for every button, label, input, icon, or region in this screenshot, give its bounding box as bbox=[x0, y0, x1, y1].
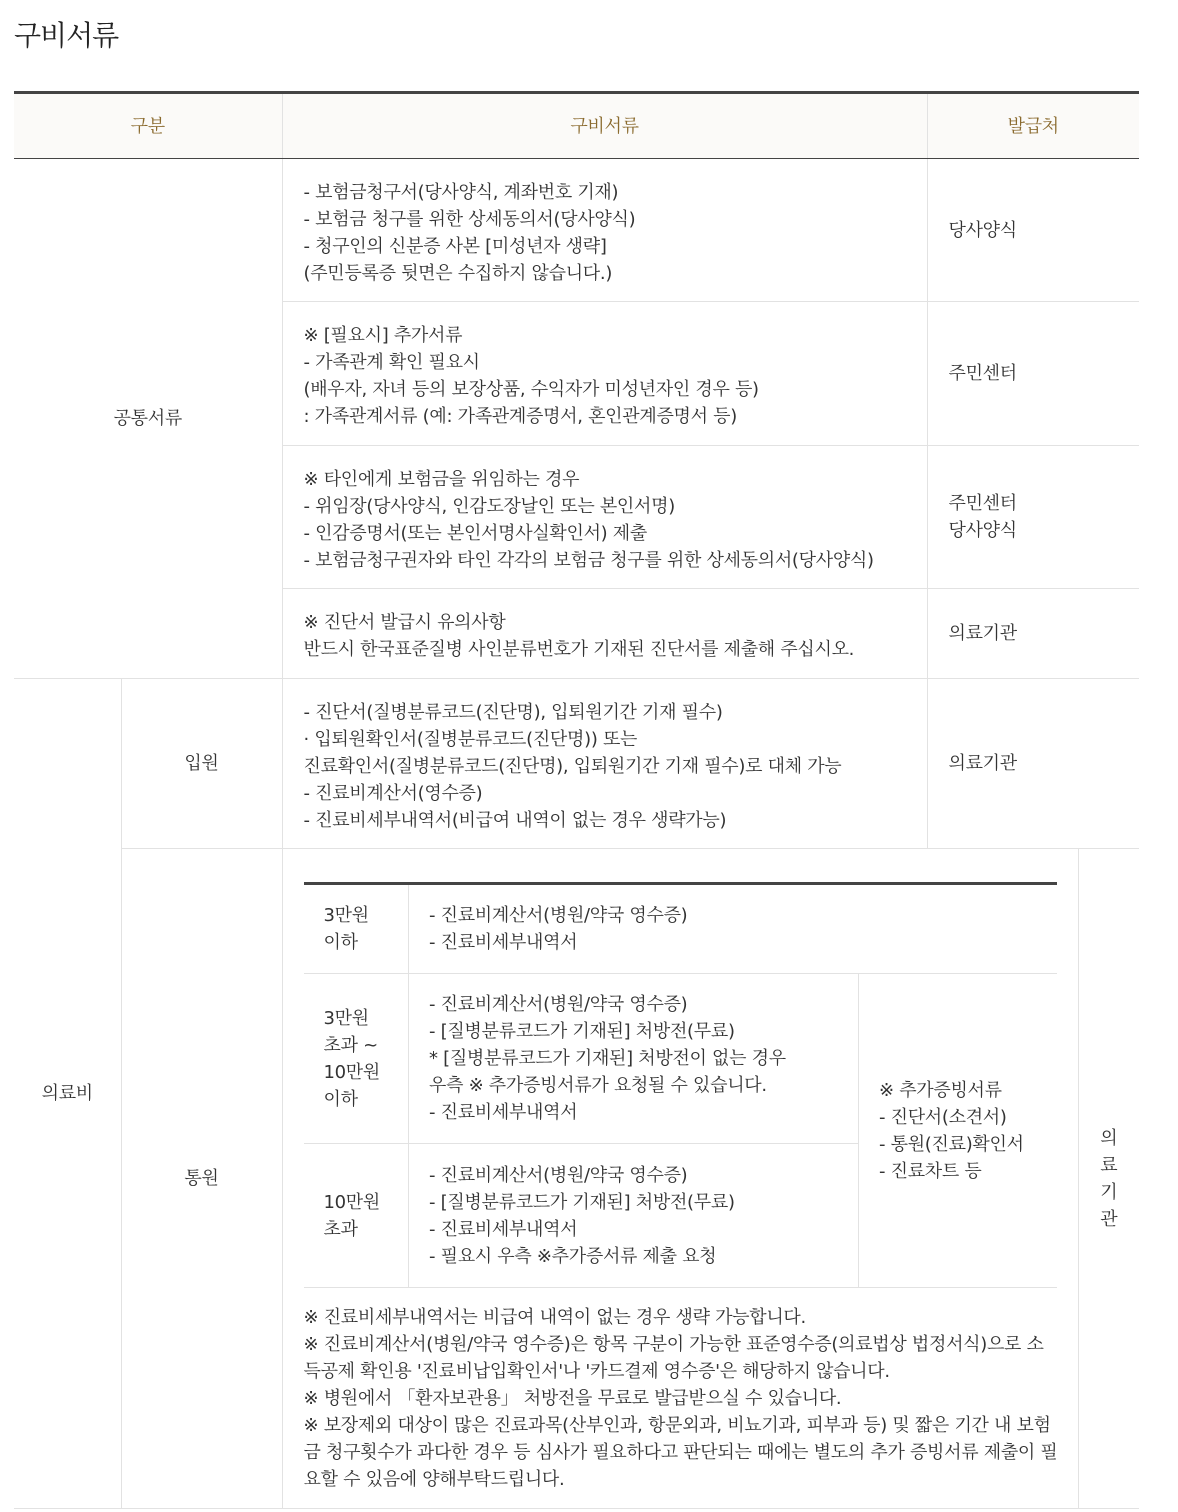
doc-line: ※ 진단서 발급시 유의사항 bbox=[303, 612, 506, 633]
issuer-text: 주민센터 bbox=[948, 493, 1017, 514]
tier-amount bbox=[304, 1144, 409, 1288]
doc-line: - 진단서(질병분류코드(진단명), 입퇴원기간 기재 필수) bbox=[303, 701, 723, 723]
subcategory-outpatient: 통원 bbox=[121, 849, 282, 1509]
issuer-cell bbox=[927, 159, 1139, 302]
doc-line: (배우자, 자녀 등의 보장상품, 수익자가 미성년자인 경우 등) bbox=[303, 379, 759, 400]
doc-line: - 보험금청구서(당사양식, 계좌번호 기재) bbox=[303, 181, 619, 203]
documents-cell bbox=[282, 589, 927, 679]
doc-line: - 진료비계산서(영수증) bbox=[303, 782, 483, 804]
doc-line: - 진료비세부내역서 bbox=[429, 1218, 578, 1240]
issuer-cell bbox=[927, 302, 1139, 446]
doc-line: - 보험금청구권자와 타인 각각의 보험금 청구를 위한 상세동의서(당사양식) bbox=[303, 549, 874, 571]
header-row bbox=[14, 93, 1139, 159]
doc-line: 우측 ※ 추가증빙서류가 요청될 수 있습니다. bbox=[429, 1075, 767, 1096]
tier-row bbox=[304, 974, 1057, 1144]
issuer-char: 의 bbox=[1100, 1127, 1118, 1149]
issuer-text: 주민센터 bbox=[948, 363, 1017, 384]
doc-line: - 필요시 우측 ※추가증서류 제출 요청 bbox=[429, 1245, 717, 1267]
tier-amount-line: 3만원 bbox=[323, 905, 369, 926]
issuer-char: 기 bbox=[1100, 1181, 1118, 1203]
extra-line: - 진단서(소견서) bbox=[879, 1106, 1007, 1128]
tier-row bbox=[304, 884, 1057, 974]
documents-cell bbox=[282, 302, 927, 446]
note-line: ※ 병원에서 「환자보관용」 처방전을 무료로 발급받으실 수 있습니다. bbox=[303, 1388, 842, 1409]
doc-line: - [질병분류코드가 기재된] 처방전(무료) bbox=[429, 1021, 735, 1042]
tier-amount-line: 이하 bbox=[323, 1088, 358, 1110]
outpatient-tier-table bbox=[304, 882, 1057, 1288]
documents-cell bbox=[282, 679, 927, 849]
extra-line: - 진료차트 등 bbox=[879, 1160, 982, 1182]
doc-line: - 진료비계산서(병원/약국 영수증) bbox=[429, 905, 688, 926]
documents-cell bbox=[282, 159, 927, 302]
tier-documents bbox=[409, 1144, 859, 1288]
doc-line: - 진료비세부내역서 bbox=[429, 1102, 578, 1123]
issuer-vertical bbox=[1078, 849, 1139, 1509]
issuer-cell bbox=[927, 589, 1139, 679]
tier-amount bbox=[304, 884, 409, 974]
tier-documents bbox=[409, 884, 1057, 974]
category-common: 공통서류 bbox=[14, 159, 282, 679]
tier-amount-line: 10만원 bbox=[323, 1191, 380, 1213]
issuer-cell bbox=[927, 446, 1139, 589]
extra-documents bbox=[859, 974, 1057, 1288]
extra-line: - 통원(진료)확인서 bbox=[879, 1133, 1024, 1155]
issuer-text: 당사양식 bbox=[948, 520, 1017, 541]
doc-line: - 가족관계 확인 필요시 bbox=[303, 352, 480, 373]
issuer-char: 관 bbox=[1100, 1208, 1118, 1230]
doc-line: 진료확인서(질병분류코드(진단명), 입퇴원기간 기재 필수)로 대체 가능 bbox=[303, 755, 842, 777]
note-line: ※ 진료비세부내역서는 비급여 내역이 없는 경우 생략 가능합니다. bbox=[303, 1307, 806, 1328]
documents-cell bbox=[282, 446, 927, 589]
doc-line: - 보험금 청구를 위한 상세동의서(당사양식) bbox=[303, 208, 636, 230]
table-row bbox=[14, 849, 1139, 1509]
tier-amount-line: 3만원 bbox=[323, 1007, 369, 1029]
extra-line: ※ 추가증빙서류 bbox=[879, 1079, 1002, 1101]
doc-line: - [질병분류코드가 기재된] 처방전(무료) bbox=[429, 1191, 735, 1213]
doc-line: * [질병분류코드가 기재된] 처방전이 없는 경우 bbox=[429, 1048, 786, 1069]
subcategory-inpatient: 입원 bbox=[121, 679, 282, 849]
page-title: 구비서류 bbox=[14, 19, 119, 52]
tier-documents bbox=[409, 974, 859, 1144]
doc-line: - 위임장(당사양식, 인감도장날인 또는 본인서명) bbox=[303, 495, 675, 517]
tier-amount-line: 이하 bbox=[323, 932, 358, 953]
category-medical: 의료비 bbox=[14, 679, 121, 1509]
header-documents: 구비서류 bbox=[282, 93, 927, 159]
doc-line: · 입퇴원확인서(질병분류코드(진단명)) 또는 bbox=[303, 728, 638, 750]
tier-amount-line: 10만원 bbox=[323, 1061, 380, 1083]
doc-line: : 가족관계서류 (예: 가족관계증명서, 혼인관계증명서 등) bbox=[303, 406, 737, 427]
header-issuer: 발급처 bbox=[927, 93, 1139, 159]
doc-line: - 진료비계산서(병원/약국 영수증) bbox=[429, 994, 688, 1015]
header-category: 구분 bbox=[14, 93, 282, 159]
issuer-text: 의료기관 bbox=[948, 623, 1017, 644]
outpatient-notes bbox=[304, 1288, 1058, 1493]
table-row bbox=[14, 679, 1139, 849]
doc-line: ※ 타인에게 보험금을 위임하는 경우 bbox=[303, 468, 580, 490]
doc-line: - 진료비세부내역서(비급여 내역이 없는 경우 생략가능) bbox=[303, 809, 727, 831]
issuer-char: 료 bbox=[1100, 1154, 1118, 1176]
doc-line: - 진료비세부내역서 bbox=[429, 932, 578, 953]
doc-line: - 인감증명서(또는 본인서명사실확인서) 제출 bbox=[303, 522, 647, 544]
doc-line: (주민등록증 뒷면은 수집하지 않습니다.) bbox=[303, 262, 613, 284]
tier-amount-line: 초과 ~ bbox=[323, 1034, 378, 1056]
doc-line: 반드시 한국표준질병 사인분류번호가 기재된 진단서를 제출해 주십시오. bbox=[303, 639, 855, 660]
table-row bbox=[14, 159, 1139, 302]
doc-line: - 청구인의 신분증 사본 [미성년자 생략] bbox=[303, 235, 607, 257]
note-line: ※ 보장제외 대상이 많은 진료과목(산부인과, 항문외과, 비뇨기과, 피부과 등) 및 짧은 기간 내 보험금 청구횟수가 과다한 경우 등 심사가 필요하다고 판단되는 때에는 별도의 추가 증빙서류 제출이 필요할 수 있음에 양해부탁드립니다. bbox=[303, 1415, 1058, 1490]
issuer-cell bbox=[927, 679, 1139, 849]
issuer-text: 의료기관 bbox=[948, 753, 1017, 774]
issuer-text: 당사양식 bbox=[948, 219, 1017, 241]
documents-table bbox=[14, 91, 1139, 1509]
tier-amount-line: 초과 bbox=[323, 1218, 358, 1240]
tier-amount bbox=[304, 974, 409, 1144]
doc-line: - 진료비계산서(병원/약국 영수증) bbox=[429, 1164, 688, 1186]
note-line: ※ 진료비계산서(병원/약국 영수증)은 항목 구분이 가능한 표준영수증(의료법상 법정서식)으로 소득공제 확인용 '진료비납입확인서'나 '카드결제 영수증'은 해당하지 않습니다. bbox=[303, 1334, 1044, 1382]
outpatient-detail-cell bbox=[282, 849, 1078, 1509]
doc-line: ※ [필요시] 추가서류 bbox=[303, 325, 463, 346]
